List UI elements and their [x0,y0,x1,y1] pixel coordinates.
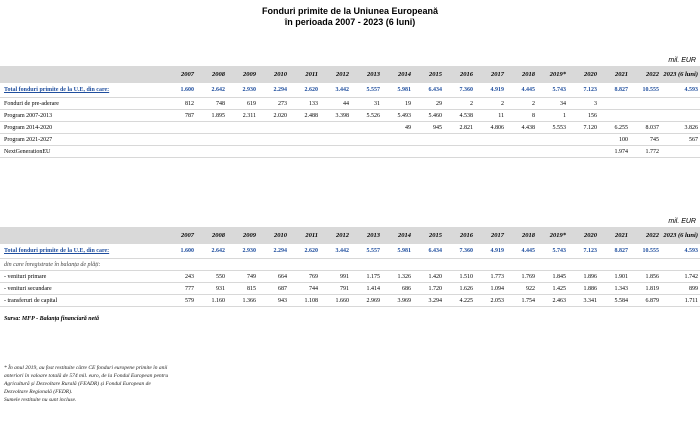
total-value: 5.557 [351,83,382,98]
total-value: 7.123 [568,83,599,98]
total-value: 2.930 [227,83,258,98]
total-value: 4.445 [506,83,537,98]
year-header: 2010 [258,227,289,244]
cell-value: 664 [258,271,289,283]
table-row [0,122,700,134]
cell-value: 686 [382,283,413,295]
row-label: Program 2014-2020 [0,122,165,134]
cell-value [227,146,258,158]
cell-value [599,98,630,110]
footnote-line: * În anul 2019, au fost restituite către CE fonduri europene primite în anii [4,365,168,371]
cell-value [630,98,661,110]
cell-value: 749 [227,271,258,283]
year-header: 2011 [289,227,320,244]
cell-value: 5.526 [351,110,382,122]
cell-value: 6.255 [599,122,630,134]
year-header: 2022 [630,227,661,244]
cell-value: 1.845 [537,271,568,283]
eu-funds-table-by-balance [0,227,700,307]
total-row-label: Total fonduri primite de la U.E, din care: [0,83,165,98]
cell-value: 273 [258,98,289,110]
year-header: 2018 [506,227,537,244]
cell-value: 2.488 [289,110,320,122]
unit-label-2: mil. EUR [668,218,696,225]
year-header: 2019* [537,66,568,83]
cell-value: 2.821 [444,122,475,134]
total-value: 5.981 [382,244,413,259]
total-value: 5.557 [351,244,382,259]
cell-value: 4.538 [444,110,475,122]
cell-value: 31 [351,98,382,110]
cell-value [351,134,382,146]
total-value: 2.930 [227,244,258,259]
cell-value: 1.420 [413,271,444,283]
cell-value: 1.895 [196,110,227,122]
cell-value: 34 [537,98,568,110]
total-value: 4.593 [661,244,700,259]
year-header: 2020 [568,66,599,83]
cell-value [258,146,289,158]
total-row-label: Total fonduri primite de la U.E, din care: [0,244,165,259]
cell-value: 550 [196,271,227,283]
total-value: 4.919 [475,244,506,259]
cell-value: 1.160 [196,295,227,307]
cell-value [568,146,599,158]
cell-value: 5.493 [382,110,413,122]
cell-value: 2 [444,98,475,110]
year-header: 2017 [475,227,506,244]
cell-value: 567 [661,134,700,146]
cell-value [289,134,320,146]
table-row [0,295,700,307]
cell-value [475,146,506,158]
cell-value: 748 [196,98,227,110]
cell-value: 5.584 [599,295,630,307]
header-label-cell [0,66,165,83]
cell-value: 1.754 [506,295,537,307]
cell-value [320,146,351,158]
cell-value: 1.711 [661,295,700,307]
cell-value [537,134,568,146]
year-header: 2016 [444,227,475,244]
cell-value [165,146,196,158]
subheading-label: din care înregistrate în balanța de plăți: [0,259,700,271]
cell-value: 2.053 [475,295,506,307]
cell-value: 2 [506,98,537,110]
table-row [0,146,700,158]
year-header: 2009 [227,227,258,244]
cell-value: 1.896 [568,271,599,283]
cell-value: 769 [289,271,320,283]
cell-value: 1.366 [227,295,258,307]
cell-value: 2.311 [227,110,258,122]
footnote-line: Sumele restituite nu sunt incluse. [4,397,77,403]
total-value: 5.981 [382,83,413,98]
cell-value [661,98,700,110]
cell-value [320,134,351,146]
cell-value: 787 [165,110,196,122]
cell-value: 8 [506,110,537,122]
total-value: 3.442 [320,83,351,98]
cell-value [165,122,196,134]
table-row [0,271,700,283]
cell-value [258,122,289,134]
cell-value: 1.660 [320,295,351,307]
table-row [0,283,700,295]
cell-value: 8.037 [630,122,661,134]
cell-value [165,134,196,146]
cell-value: 745 [630,134,661,146]
year-header: 2010 [258,66,289,83]
footnote-line: Agricultură și Dezvoltare Rurală (FEADR) și Fondul European de [4,381,151,387]
year-header: 2017 [475,66,506,83]
cell-value [351,122,382,134]
cell-value: 1.974 [599,146,630,158]
cell-value [475,134,506,146]
cell-value [537,146,568,158]
total-value: 2.620 [289,83,320,98]
cell-value: 156 [568,110,599,122]
cell-value: 49 [382,122,413,134]
year-header: 2015 [413,66,444,83]
total-value: 8.827 [599,244,630,259]
total-value: 7.360 [444,244,475,259]
cell-value: 3.398 [320,110,351,122]
total-value: 1.600 [165,83,196,98]
total-value: 10.555 [630,83,661,98]
cell-value: 29 [413,98,444,110]
cell-value [568,134,599,146]
cell-value [444,146,475,158]
row-label: - venituri primare [0,271,165,283]
cell-value: 3.341 [568,295,599,307]
cell-value [506,146,537,158]
header-label-cell [0,227,165,244]
cell-value [444,134,475,146]
total-value: 3.442 [320,244,351,259]
total-value: 2.642 [196,244,227,259]
cell-value: 1.819 [630,283,661,295]
cell-value [289,146,320,158]
cell-value: 1.414 [351,283,382,295]
year-header: 2023 (6 luni) [661,66,700,83]
cell-value: 1.772 [630,146,661,158]
year-header: 2009 [227,66,258,83]
page-title-line2: în perioada 2007 - 2023 (6 luni) [284,17,416,27]
year-header: 2014 [382,227,413,244]
cell-value [227,134,258,146]
cell-value [661,110,700,122]
year-header: 2008 [196,227,227,244]
cell-value [351,146,382,158]
total-value: 5.743 [537,244,568,259]
cell-value: 5.553 [537,122,568,134]
cell-value [196,134,227,146]
cell-value: 4.438 [506,122,537,134]
cell-value: 1 [537,110,568,122]
year-header: 2007 [165,66,196,83]
cell-value: 1.326 [382,271,413,283]
cell-value: 3 [568,98,599,110]
row-label: Program 2021-2027 [0,134,165,146]
cell-value: 4.806 [475,122,506,134]
year-header: 2012 [320,66,351,83]
cell-value: 5.460 [413,110,444,122]
year-header: 2013 [351,66,382,83]
footnote-line: Dezvoltare Regională (FEDR). [4,389,73,395]
cell-value [289,122,320,134]
cell-value: 1.175 [351,271,382,283]
cell-value: 3.826 [661,122,700,134]
footnote-line: anteriori în valoare totală de 574 mil. euro, de la Fondul European pentru [4,373,169,379]
year-header: 2021 [599,66,630,83]
row-label: Program 2007-2013 [0,110,165,122]
total-value: 7.123 [568,244,599,259]
total-value: 6.434 [413,244,444,259]
total-value: 4.919 [475,83,506,98]
total-value: 7.360 [444,83,475,98]
cell-value: 1.108 [289,295,320,307]
cell-value: 777 [165,283,196,295]
cell-value [630,110,661,122]
year-header: 2014 [382,66,413,83]
year-header: 2019* [537,227,568,244]
year-header: 2022 [630,66,661,83]
cell-value: 1.886 [568,283,599,295]
year-header: 2011 [289,66,320,83]
cell-value: 687 [258,283,289,295]
footnotes [4,364,168,404]
cell-value [196,122,227,134]
cell-value: 815 [227,283,258,295]
cell-value: 812 [165,98,196,110]
cell-value [382,146,413,158]
cell-value: 1.720 [413,283,444,295]
cell-value: 619 [227,98,258,110]
cell-value [382,134,413,146]
cell-value: 1.742 [661,271,700,283]
cell-value: 945 [413,122,444,134]
cell-value: 1.425 [537,283,568,295]
year-header: 2008 [196,66,227,83]
row-label: - transferuri de capital [0,295,165,307]
cell-value: 1.094 [475,283,506,295]
cell-value: 744 [289,283,320,295]
total-value: 8.827 [599,83,630,98]
table-row [0,110,700,122]
cell-value [413,134,444,146]
year-header: 2013 [351,227,382,244]
year-header: 2015 [413,227,444,244]
total-value: 2.294 [258,244,289,259]
cell-value: 19 [382,98,413,110]
source-note: Sursa: MFP - Balanța financiară netă [4,316,99,322]
row-label: - venituri secundare [0,283,165,295]
year-header: 2018 [506,66,537,83]
total-value: 2.294 [258,83,289,98]
table-row [0,134,700,146]
cell-value: 4.225 [444,295,475,307]
cell-value: 2 [475,98,506,110]
eu-funds-table-by-program [0,66,700,158]
unit-label-1: mil. EUR [668,57,696,64]
cell-value: 1.773 [475,271,506,283]
cell-value: 943 [258,295,289,307]
cell-value: 1.510 [444,271,475,283]
cell-value: 1.343 [599,283,630,295]
year-header: 2021 [599,227,630,244]
row-label: Fonduri de pre-aderare [0,98,165,110]
cell-value: 2.969 [351,295,382,307]
cell-value: 2.020 [258,110,289,122]
cell-value: 579 [165,295,196,307]
cell-value: 991 [320,271,351,283]
cell-value: 899 [661,283,700,295]
cell-value: 1.856 [630,271,661,283]
cell-value: 44 [320,98,351,110]
cell-value: 3.969 [382,295,413,307]
cell-value: 11 [475,110,506,122]
table-row [0,98,700,110]
cell-value [661,146,700,158]
total-value: 1.600 [165,244,196,259]
total-value: 2.620 [289,244,320,259]
cell-value [320,122,351,134]
cell-value [227,122,258,134]
cell-value: 243 [165,271,196,283]
cell-value [258,134,289,146]
cell-value: 2.463 [537,295,568,307]
cell-value: 133 [289,98,320,110]
year-header: 2020 [568,227,599,244]
total-value: 6.434 [413,83,444,98]
cell-value: 1.901 [599,271,630,283]
year-header: 2016 [444,66,475,83]
cell-value: 791 [320,283,351,295]
total-value: 5.743 [537,83,568,98]
cell-value [413,146,444,158]
year-header: 2012 [320,227,351,244]
cell-value [506,134,537,146]
total-value: 4.593 [661,83,700,98]
total-value: 10.555 [630,244,661,259]
cell-value: 7.120 [568,122,599,134]
cell-value: 1.769 [506,271,537,283]
cell-value: 6.879 [630,295,661,307]
cell-value: 922 [506,283,537,295]
cell-value: 3.294 [413,295,444,307]
page-title-line1: Fonduri primite de la Uniunea Europeană [261,6,439,16]
cell-value [196,146,227,158]
cell-value: 931 [196,283,227,295]
year-header: 2023 (6 luni) [661,227,700,244]
total-value: 2.642 [196,83,227,98]
cell-value [599,110,630,122]
cell-value: 1.626 [444,283,475,295]
row-label: NextGenerationEU [0,146,165,158]
year-header: 2007 [165,227,196,244]
cell-value: 100 [599,134,630,146]
total-value: 4.445 [506,244,537,259]
